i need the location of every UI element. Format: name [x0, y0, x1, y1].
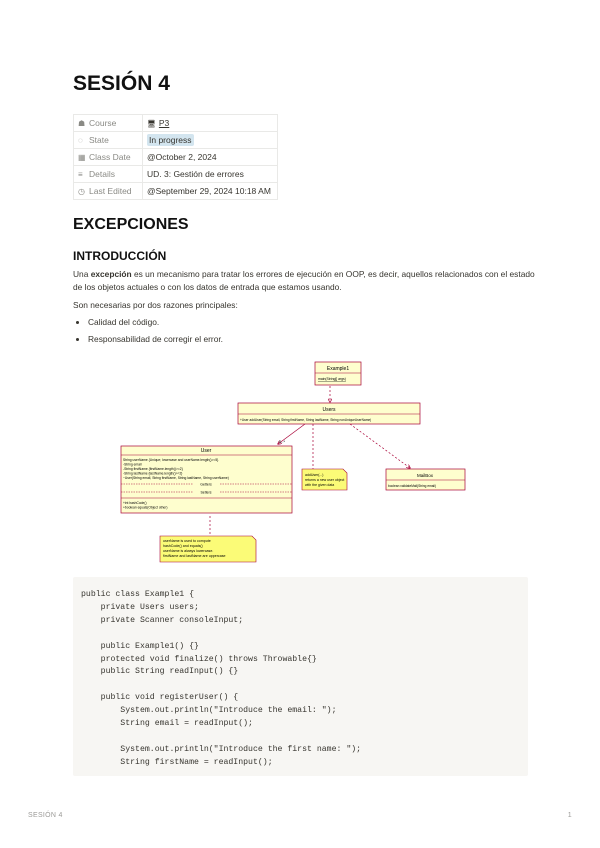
list-item: • Responsabilidad de corregir el error.: [88, 333, 223, 345]
property-value-cell[interactable]: [143, 115, 278, 132]
intro-text-post: es un mecanismo para tratar los errores de ejecución en OOP, es decir, aquellos relacionados con el estado de los objetos actuales o con los datos de entrada que estamos usando.: [73, 269, 535, 292]
user-method: +boolean equals(Object other): [123, 505, 168, 510]
property-row: [74, 166, 278, 183]
code-line: private Users users;: [81, 602, 199, 612]
code-line: public void registerUser() {: [81, 693, 239, 703]
property-row: [74, 149, 278, 166]
text-lines-icon: ≡: [78, 170, 83, 179]
property-key: Details: [89, 169, 115, 179]
code-line: [81, 679, 520, 692]
property-key: Last Edited: [89, 186, 132, 196]
user-field: -String firstName {firstName.length()>=2}: [123, 467, 183, 471]
property-value: UD. 3: Gestión de errores: [147, 169, 244, 179]
example1-method: main(String[] args): [318, 377, 346, 381]
code-block[interactable]: [73, 577, 528, 776]
course-icon: ☗: [78, 119, 86, 128]
footer-page-number: 1: [567, 812, 572, 819]
mailbox-method: boolean validateMail(String email): [388, 484, 437, 488]
property-value: In progress: [149, 135, 192, 145]
section-heading: EXCEPCIONES: [73, 216, 189, 233]
user-field: -String lastName {lastName.length()>=2}: [123, 471, 183, 476]
calendar-icon: ▦: [78, 153, 86, 162]
code-line: [81, 628, 520, 641]
intro-paragraph: [73, 268, 538, 293]
subsection-heading: INTRODUCCIÓN: [73, 249, 167, 263]
user-field: -String email: [123, 462, 142, 467]
example1-class-box: [315, 362, 361, 385]
code-line: String email = readInput();: [81, 719, 253, 729]
users-class-name: Users: [322, 407, 336, 413]
property-value-cell: [143, 166, 278, 183]
code-line: [81, 731, 520, 744]
property-key-cell: [74, 149, 143, 166]
property-row: [74, 183, 278, 200]
intro-bold-term: excepción: [90, 269, 132, 279]
monitor-icon: 🖥: [147, 121, 156, 128]
footer-page-title: SESIÓN 4: [28, 812, 63, 819]
property-key-cell: [74, 166, 143, 183]
code-content: [73, 577, 528, 782]
property-value: @October 2, 2024: [147, 152, 217, 162]
property-key-cell: [74, 132, 143, 149]
note-line: hashCode() and equals(): [163, 544, 203, 548]
association-multiplicity: 0..*: [279, 439, 286, 444]
property-value: @September 29, 2024 10:18 AM: [147, 186, 271, 196]
property-key: Class Date: [89, 152, 131, 162]
user-field: String userName {Unique; lowercase and userName.length()>=5}: [123, 458, 219, 462]
getters-separator: Getters: [200, 482, 212, 487]
code-line: protected void finalize() throws Throwable{}: [81, 654, 317, 664]
code-line: String firstName = readInput();: [81, 757, 273, 767]
code-line: System.out.println("Introduce the first name: ");: [81, 744, 362, 754]
users-class-box: [238, 403, 420, 424]
user-note: [160, 536, 256, 562]
user-class-box: [121, 446, 292, 513]
uml-class-diagram: [123, 358, 480, 572]
example1-class-name: Example1: [326, 366, 350, 372]
intro-text-pre: Una: [73, 269, 91, 279]
mailbox-class-name: MailBox: [416, 473, 434, 478]
user-field: ~User(String email, String firstName, String lastName, String userName): [123, 476, 229, 480]
setters-separator: Setters: [200, 490, 212, 495]
state-icon: ◌: [78, 136, 83, 145]
clock-icon: ◷: [78, 187, 85, 196]
property-key: Course: [89, 118, 117, 128]
users-mailbox-link: [350, 424, 410, 468]
list-item: • Calidad del código.: [88, 316, 223, 328]
code-line: System.out.println("Introduce the email: ");: [81, 706, 337, 716]
note-line: with the given data: [305, 483, 335, 487]
property-key-cell: [74, 115, 143, 132]
adduser-note: [302, 469, 347, 490]
property-value-cell: [143, 183, 278, 200]
note-line: userName is always lowercase.: [163, 549, 214, 553]
code-line: private Scanner consoleInput;: [81, 615, 244, 625]
code-line: public class Example1 {: [81, 590, 195, 599]
property-key: State: [89, 135, 109, 145]
reasons-list: [73, 316, 223, 350]
note-line: firstName and lastName are uppercase: [163, 554, 226, 558]
property-row: [74, 115, 278, 132]
property-value-cell: [143, 132, 278, 149]
page-title: SESIÓN 4: [73, 72, 170, 95]
users-method: +User addUser(String email, String firstName, String lastName, String nonUniqueUserName): [240, 418, 372, 422]
user-method: +int hashCode(): [123, 501, 147, 505]
note-line: userName is used to compute: [163, 539, 211, 543]
note-line: returns a new user object: [305, 478, 345, 482]
property-key-cell: [74, 183, 143, 200]
property-value[interactable]: P3: [158, 118, 170, 128]
code-line: public Example1() {}: [81, 641, 199, 651]
code-line: public String readInput() {}: [81, 667, 239, 677]
properties-table: [73, 114, 278, 200]
reasons-intro: Son necesarias por dos razones principales:: [73, 300, 238, 310]
property-row: [74, 132, 278, 149]
mailbox-class-box: [386, 469, 465, 490]
property-value-cell: [143, 149, 278, 166]
user-class-name: User: [200, 448, 212, 454]
note-line: addUser(...): [305, 473, 324, 477]
